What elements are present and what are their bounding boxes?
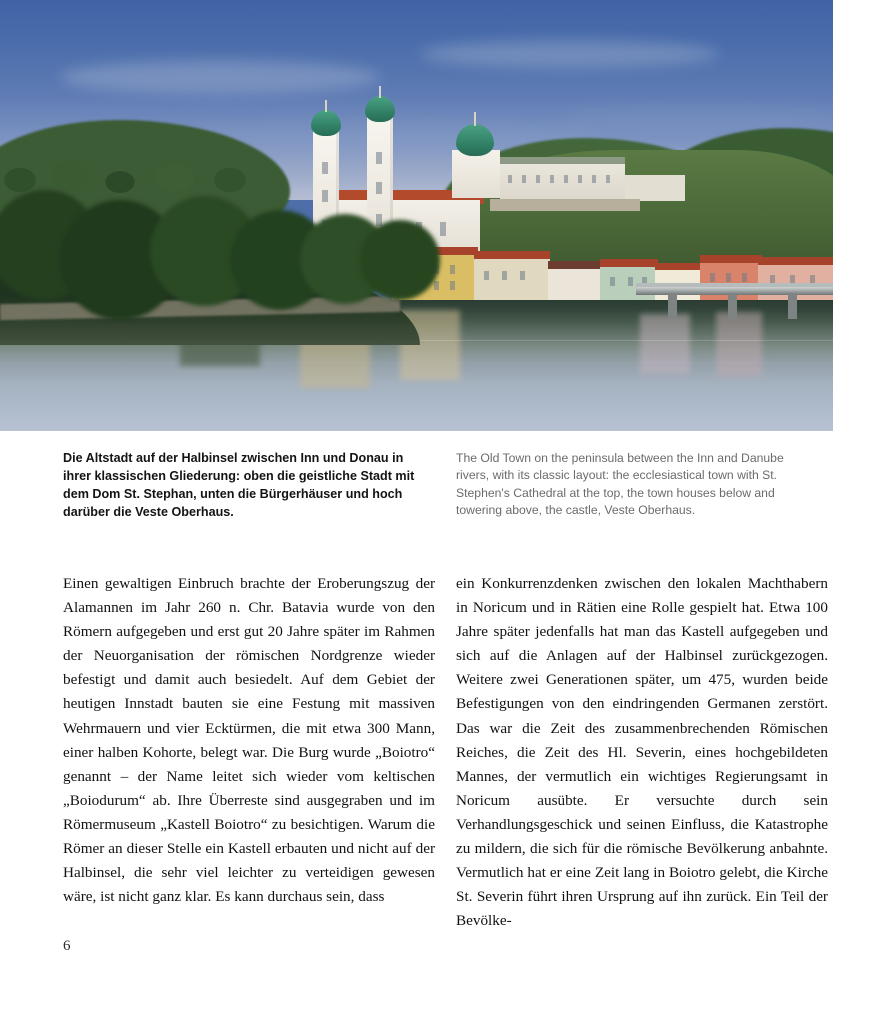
reflection bbox=[716, 312, 762, 376]
green-onion-dome bbox=[456, 124, 494, 156]
page-number: 6 bbox=[63, 938, 71, 954]
building bbox=[474, 251, 550, 303]
cloud bbox=[560, 104, 833, 128]
foreground-tree bbox=[360, 220, 440, 300]
body-column-left: Einen gewaltigen Einbruch brachte der Eroberungszug der Alamannen im Jahr 260 n. Chr. Batavia wurde von den Römern aufgegeben und erst gut 20 Jahre später im Rahmen der Neuorganisation der römischen Nordgrenze wieder befestigt und damit auch besiedelt. Auf dem Gebiet der heutigen Innstadt bauten sie eine Festung mit massiven Wehrmauern und vier Ecktürmen, die mit etwa 300 Mann, einer halben Kohorte, belegt war. Die Burg wurde „Boiotro“ genannt – der Name leitet sich wieder vom keltischen „Boiodurum“ ab. Ihre Überreste sind ausgegraben und im Römermuseum „Kastell Boiotro“ zu besichtigen. Warum die Römer an dieser Stelle ein Kastell erbauten und nicht auf der Halbinsel, die sehr viel leichter zu verteidigen gewesen wäre, ist nicht ganz klar. Es kann durchaus sein, dass bbox=[63, 575, 435, 906]
reflection bbox=[640, 314, 690, 374]
spire bbox=[379, 86, 381, 98]
green-onion-dome bbox=[365, 96, 395, 122]
header-photograph bbox=[0, 0, 833, 431]
caption-german: Die Altstadt auf der Halbinsel zwischen Inn und Donau in ihrer klassischen Gliederung: oben die geistliche Stadt mit dem Dom St. Stephan, unten die Bürgerhäuser und hoch darüber die Veste Oberhaus. bbox=[63, 451, 415, 519]
bridge-pier bbox=[728, 293, 737, 319]
spire bbox=[325, 100, 327, 112]
caption-english: The Old Town on the peninsula between the Inn and Danube rivers, with its classic layout: the ecclesiastical town with St. Stephen's Cathedral at the top, the town houses below and towering above, the castle, Veste Oberhaus. bbox=[456, 451, 784, 517]
spire bbox=[474, 112, 476, 126]
cloud bbox=[60, 60, 380, 94]
building bbox=[600, 259, 658, 305]
building bbox=[548, 261, 602, 305]
bridge-pier bbox=[668, 293, 677, 319]
cloud bbox=[420, 40, 720, 68]
bridge-pier bbox=[788, 293, 797, 319]
photo-canvas bbox=[0, 0, 833, 431]
green-onion-dome bbox=[311, 110, 341, 136]
body-column-right: ein Konkurrenzdenken zwischen den lokalen Machthabern in Noricum und in Rätien eine Rolle gespielt hat. Etwa 100 Jahre später jedenfalls hat man das Kastell aufgegeben und sich auf die Anlagen auf der Halbinsel zurückgezogen. Weitere zwei Generationen später, um 475, wurden beide Befestigungen von den eindringenden Germanen zerstört. Das war die Zeit des zusammenbrechenden Römischen Reiches, die Zeit des Hl. Severin, eines hochgebildeten Mannes, der vermutlich ein wichtiges Regierungsamt in Noricum ausübte. Er versuchte durch sein Verhandlungsgeschick und seinen Einfluss, die Katastrophe zu mildern, die sich für die römische Bevölkerung anbahnte. Vermutlich hat er eine Zeit lang in Boiotro gelebt, die Kirche St. Severin führt ihren Ursprung auf ihn zurück. Ein Teil der Bevölke- bbox=[456, 575, 828, 930]
